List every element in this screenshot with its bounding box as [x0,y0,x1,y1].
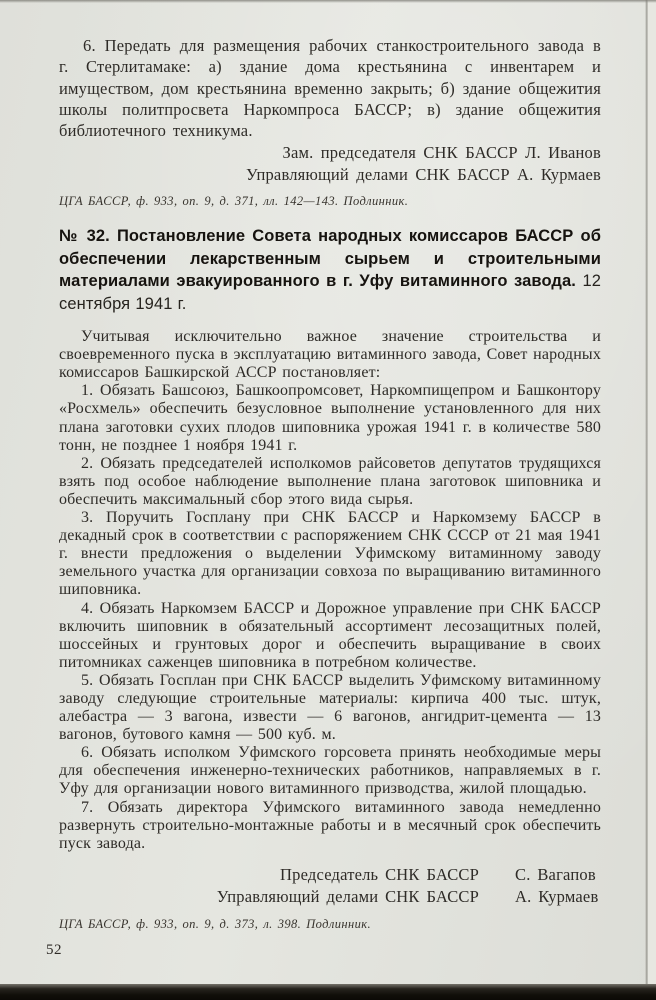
page-number: 52 [46,941,62,958]
signature-role: Управляющий делами СНК БАССР [216,886,479,906]
doc31-signature-line-1: Зам. председателя СНК БАССР Л. Иванов [282,143,601,163]
doc32-paragraph-3: 3. Поручить Госплану при СНК БАССР и Наркомзему БАССР в декадный срок в соответствии с распоряжением СНК СССР от 21 мая 1941 г. внести предложения о выделении Уфимскому витаминному заводу земельного участка для организации совхоза по выращиванию витаминного шиповника. [59,509,601,599]
doc32-signature-row-2 [59,886,601,908]
page-top-edge [0,0,656,3]
doc32-paragraph-6: 6. Обязать исполком Уфимского горсовета принять необходимые меры для обеспечения инженерно-технических работников, направляемых в г. Уфу для организации нового витаминного призводства, жилой площадью. [59,744,601,798]
doc31-archive-source-note: ЦГА БАССР, ф. 933, оп. 9, д. 371, лл. 142—143. Подлинник. [59,194,409,209]
page-content [46,0,601,959]
signature-name: А. Курмаев [515,886,599,906]
page-right-edge-shadow [645,0,648,984]
signature-role: Председатель СНК БАССР [280,864,479,884]
doc32-paragraph-intro: Учитывая исключительно важное значение строительства и своевременного пуска в эксплуатацию витаминного завода, Совет народных комиссаров Башкирской АССР постановляет: [59,328,601,382]
doc32-paragraph-7: 7. Обязать директора Уфимского витаминного завода немедленно развернуть строительно-монтажные работы и в месячный срок обеспечить пуск завода. [59,798,601,852]
doc31-signature-line-2: Управляющий делами СНК БАССР А. Курмаев [246,164,601,184]
doc32-signatures [59,864,601,908]
scan-bottom-dark-bar [0,984,656,1000]
doc31-signatures [59,142,601,185]
doc32-heading-date: 12 сентября 1941 г. [59,272,601,313]
doc32-heading [59,225,601,315]
doc32-paragraph-5: 5. Обязать Госплан при СНК БАССР выделить Уфимскому витаминному заводу следующие строительные материалы: кирпича 400 тыс. штук, алебастра — 3 вагона, извести — 6 вагонов, ангидрит-цемента — 13 вагонов, бутового камня — 500 куб. м. [59,671,601,744]
doc32-signature-row-1 [59,864,601,886]
doc32-heading-title: № 32. Постановление Совета народных комиссаров БАССР об обеспечении лекарственным сырьем и строительными материалами эвакуированного в г. Уфу витаминного завода. [59,227,601,291]
doc32-archive-source-note: ЦГА БАССР, ф. 933, оп. 9, д. 373, л. 398. Подлинник. [59,916,371,931]
signature-name: С. Вагапов [515,864,596,884]
page-right-paper-edge [648,0,656,984]
doc32-paragraph-2: 2. Обязать председателей исполкомов райсоветов депутатов трудящихся взять под особое наблюдение выполнение плана заготовок шиповника и обеспечить максимальный сбор этого вида сырья. [59,454,601,508]
doc32-paragraph-4: 4. Обязать Наркомзем БАССР и Дорожное управление при СНК БАССР включить шиповник в обязательный ассортимент лесозащитных полей, шоссейных и грунтовых дорог и обеспечить выращивание в своих питомниках саженцев шиповника в потребном количестве. [59,599,601,671]
doc31-paragraph: 6. Передать для размещения рабочих станкостроительного завода в г. Стерлитамаке: а) здание дома крестьянина с инвентарем и имуществом, дом крестьянина временно закрыть; б) здание общежития школы политпросвета Наркомпроса БАССР; в) здание общежития библиотечного техникума. [59,36,601,141]
doc32-paragraph-1: 1. Обязать Башсоюз, Башкоопромсовет, Наркомпищепром и Башконтору «Росхмель» обеспечить безусловное выполнение установленного для них плана заготовки сухих плодов шиповника урожая 1941 г. в количестве 580 тонн, не позднее 1 ноября 1941 г. [59,382,601,454]
